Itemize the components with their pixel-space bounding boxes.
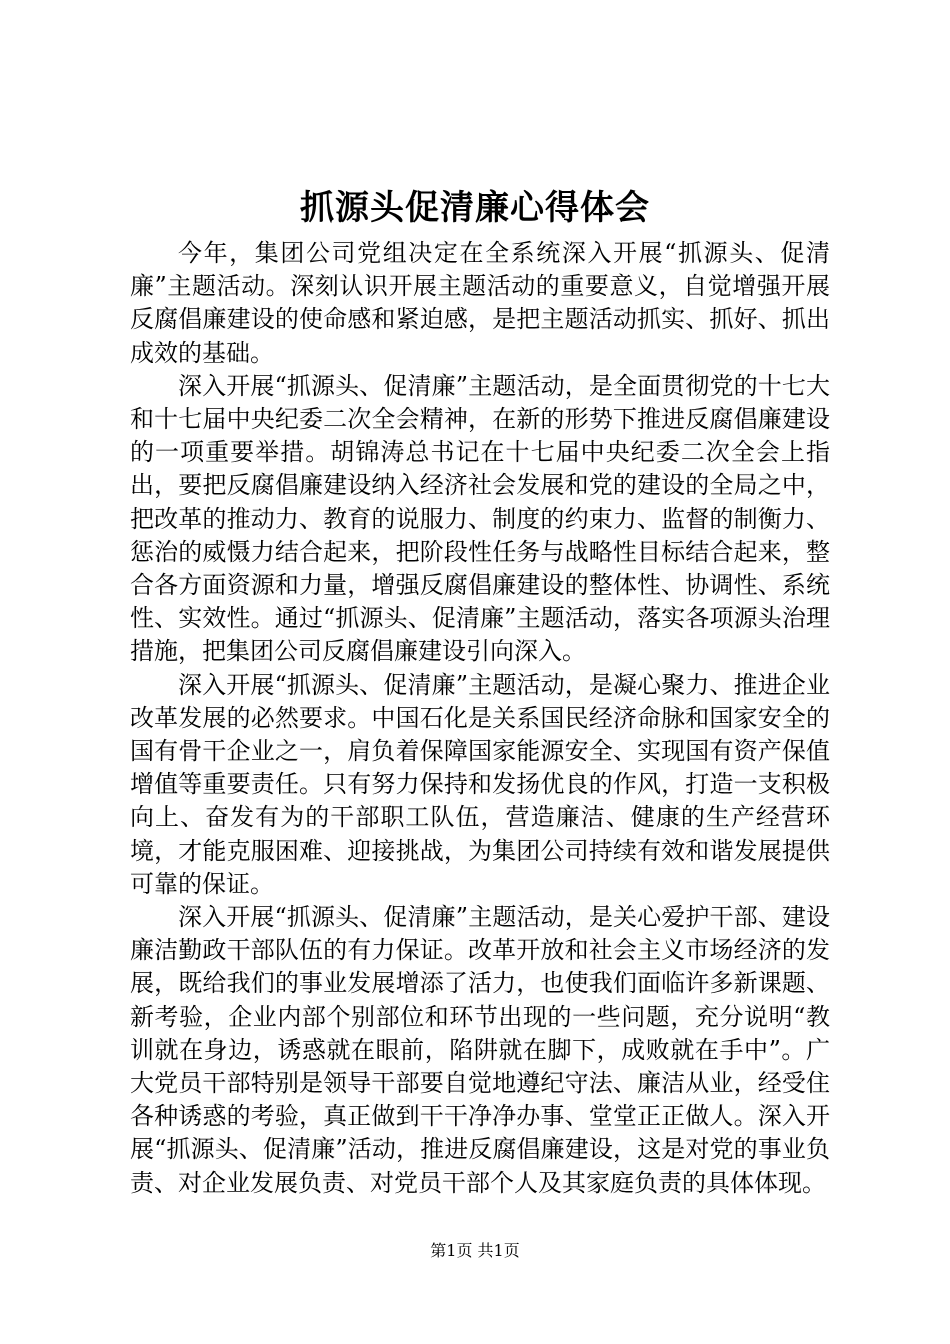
- page-footer: 第1页 共1页: [430, 1241, 520, 1260]
- document-body: [130, 237, 830, 1200]
- paragraph-2: 深入开展“抓源头、促清廉”主题活动，是全面贯彻党的十七大和十七届中央纪委二次全会精神，在新的形势下推进反腐倡廉建设的一项重要举措。胡锦涛总书记在十七届中央纪委二次全会上指出，要把反腐倡廉建设纳入经济社会发展和党的建设的全局之中，把改革的推动力、教育的说服力、制度的约束力、监督的制衡力、惩治的威慑力结合起来，把阶段性任务与战略性目标结合起来，整合各方面资源和力量，增强反腐倡廉建设的整体性、协调性、系统性、实效性。通过“抓源头、促清廉”主题活动，落实各项源头治理措施，把集团公司反腐倡廉建设引向深入。: [130, 371, 830, 666]
- paragraph-3: 深入开展“抓源头、促清廉”主题活动，是凝心聚力、推进企业改革发展的必然要求。中国石化是关系国民经济命脉和国家安全的国有骨干企业之一，肩负着保障国家能源安全、实现国有资产保值增值等重要责任。只有努力保持和发扬优良的作风，打造一支积极向上、奋发有为的干部职工队伍，营造廉洁、健康的生产经营环境，才能克服困难、迎接挑战，为集团公司持续有效和谐发展提供可靠的保证。: [130, 670, 830, 898]
- document-title: 抓源头促清廉心得体会: [300, 188, 650, 228]
- paragraph-1: 今年，集团公司党组决定在全系统深入开展“抓源头、促清廉”主题活动。深刻认识开展主题活动的重要意义，自觉增强开展反腐倡廉建设的使命感和紧迫感，是把主题活动抓实、抓好、抓出成效的基础。: [130, 239, 830, 367]
- paragraph-4: 深入开展“抓源头、促清廉”主题活动，是关心爱护干部、建设廉洁勤政干部队伍的有力保证。改革开放和社会主义市场经济的发展，既给我们的事业发展增添了活力，也使我们面临许多新课题、新考验，企业内部个别部位和环节出现的一些问题，充分说明“教训就在身边，诱惑就在眼前，陷阱就在脚下，成败就在手中”。广大党员干部特别是领导干部要自觉地遵纪守法、廉洁从业，经受住各种诱惑的考验，真正做到干干净净办事、堂堂正正做人。深入开展“抓源头、促清廉”活动，推进反腐倡廉建设，这是对党的事业负责、对企业发展负责、对党员干部个人及其家庭负责的具体体现。: [130, 903, 830, 1197]
